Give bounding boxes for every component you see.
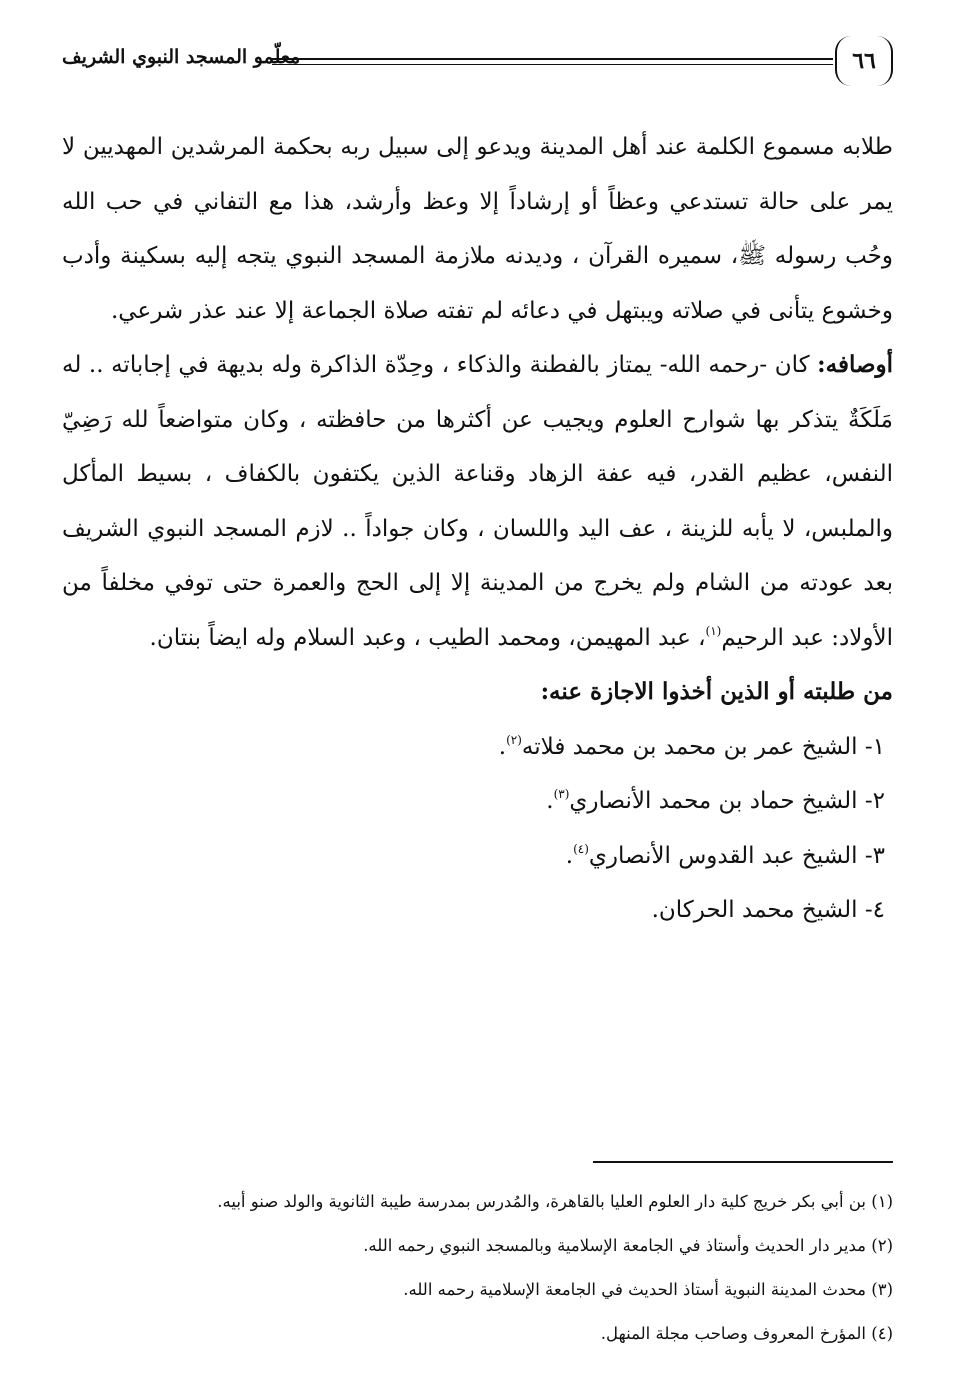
footnote-2: (٢) مدير دار الحديث وأستاذ في الجامعة الإسلامية وبالمسجد النبوي رحمه الله.: [363, 1236, 893, 1255]
paragraph-2-text: كان -رحمه الله- يمتاز بالفطنة والذكاء ، وحِدّة الذاكرة وله بديهة في إجاباته .. له مَلَكَةٌ يتذكر بها شوارح العلوم ويجيب عن أكثرها من حافظته ، وكان متواضعاً لله رَضِيّ النفس، عظيم القدر، فيه عفة الزهاد وقناعة الذين يكتفون بالكفاف ، بسيط المأكل والملبس، لا يأبه للزينة ، عف اليد واللسان ، وكان جواداً .. لازم المسجد النبوي الشريف بعد عودته من الشام ولم يخرج من المدينة إلا إلى الحج والعمرة حتى توفي مخلفاً من الأولاد: عبد الرحيم: [62, 352, 893, 651]
footnote-1: (١) بن أبي بكر خريج كلية دار العلوم العليا بالقاهرة، والمُدرس بمدرسة طيبة الثانوية والولد صنو أبيه.: [217, 1192, 893, 1211]
student-name: ١- الشيخ عمر بن محمد بن محمد فلاته: [521, 733, 885, 760]
page-number-text: ٦٦: [852, 48, 876, 74]
page-header: [62, 36, 893, 88]
paragraph-2-label: أوصافه:: [817, 351, 893, 378]
footnote-rule: [593, 1161, 893, 1163]
page-number: [835, 36, 893, 86]
list-item: [62, 720, 885, 775]
footnote-ref-4: (٤): [573, 841, 589, 856]
student-end: .: [498, 733, 507, 760]
paragraph-2-end: ، عبد المهيمن، ومحمد الطيب ، وعبد السلام وله ايضاً بنتان.: [149, 624, 706, 651]
student-name: ٣- الشيخ عبد القدوس الأنصاري: [588, 842, 885, 869]
list-item: [62, 829, 885, 884]
body-text: [62, 120, 893, 938]
footnote-ref-1: (١): [705, 623, 722, 638]
students-heading: من طلبته أو الذين أخذوا الاجازة عنه:: [540, 678, 893, 705]
student-name: ٢- الشيخ حماد بن محمد الأنصاري: [569, 788, 885, 814]
student-end: .: [546, 788, 554, 814]
header-rule: [272, 58, 833, 65]
students-list: [62, 720, 893, 938]
footnote-ref-2: (٢): [506, 732, 522, 747]
footnote-3: (٣) محدث المدينة النبوية أستاذ الحديث في الجامعة الإسلامية رحمه الله.: [403, 1280, 893, 1299]
student-name: ٤- الشيخ محمد الحركان.: [651, 897, 885, 923]
footnote-ref-3: (٣): [553, 787, 570, 801]
paragraph-2: [62, 338, 893, 665]
paragraph-1: طلابه مسموع الكلمة عند أهل المدينة ويدعو إلى سبيل ربه بحكمة المرشدين المهديين لا يمر على حالة تستدعي وعظاً أو إرشاداً إلا وعظ وأرشد، هذا مع التفاني في حب الله وحُب رسوله ﷺ، سميره القرآن ، وديدنه ملازمة المسجد النبوي يتجه إليه بسكينة وأدب وخشوع يتأنى في صلاته ويبتهل في دعائه لم تفته صلاة الجماعة إلا عند عذر شرعي.: [62, 134, 893, 324]
list-item: [62, 883, 885, 938]
student-end: .: [565, 842, 574, 869]
footnotes: [62, 1180, 893, 1356]
list-item: [62, 774, 885, 829]
running-title: معلّمو المسجد النبوي الشريف: [62, 46, 301, 68]
footnote-4: (٤) المؤرخ المعروف وصاحب مجلة المنهل.: [600, 1324, 893, 1343]
